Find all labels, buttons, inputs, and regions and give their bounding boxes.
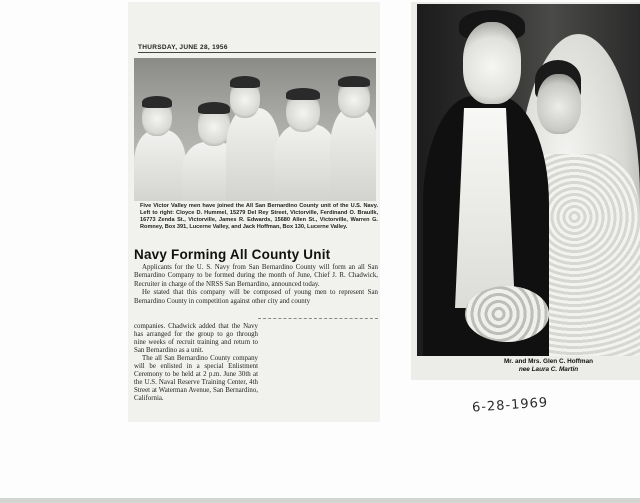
handwritten-date: 6-28-1969: [471, 395, 549, 416]
bride-face: [537, 74, 581, 134]
article-paragraph: Applicants for the U. S. Navy from San Bernardino County will form an all San Bernardino Company to be formed during the month of June, Chief J. R. Chadwick, Recruiter in charge of the NRSS San Bernardino, announced today.: [134, 264, 378, 288]
article-body: [134, 264, 378, 306]
newspaper-date-line: THURSDAY, JUNE 28, 1956: [138, 44, 376, 53]
navy-clipping: [128, 2, 380, 422]
article-headline: Navy Forming All County Unit: [134, 247, 331, 262]
clipping-cut-line: [258, 318, 378, 319]
article-body-continued: [134, 323, 258, 403]
wedding-caption-names: Mr. and Mrs. Glen C. Hoffman: [503, 358, 594, 365]
bridal-bouquet: [465, 286, 549, 342]
group-photo: [134, 58, 376, 201]
article-paragraph: He stated that this company will be composed of young men to represent San Bernardino County in competition against other city and county: [134, 289, 378, 305]
wedding-clipping: [411, 2, 640, 380]
photo-caption: Five Victor Valley men have joined the All San Bernardino County unit of the U.S. Navy. Left to right: Cloyce D. Hummel, 15279 Del Rey Street, Victorville, Ferdinand O. Brauilk, 16773 Zenda St., Victorville, James R. Edwards, 15680 Allen St., Victorville, Warren G. Romney, Box 391, Lucerne Valley, and Jack Hoffman, Box 130, Lucerne Valley.: [140, 203, 378, 231]
article-paragraph: The all San Bernardino County company will be enlisted in a special Enlistment Ceremony to be held at 2 p.m. June 30th at the U.S. Naval Reserve Training Center, 4th Street at Waterman Avenue, San Bernardino, California.: [134, 355, 258, 402]
article-paragraph: companies. Chadwick added that the Navy has arranged for the group to go through nine weeks of recruit training and return to San Bernardino as a unit.: [134, 323, 258, 354]
scan-edge: [0, 498, 640, 503]
wedding-caption-maiden-name: nee Laura C. Martin: [518, 365, 579, 373]
wedding-caption: [417, 358, 640, 373]
groom-face: [463, 22, 521, 104]
wedding-photo: [417, 4, 640, 356]
groom-shirt: [455, 108, 515, 308]
